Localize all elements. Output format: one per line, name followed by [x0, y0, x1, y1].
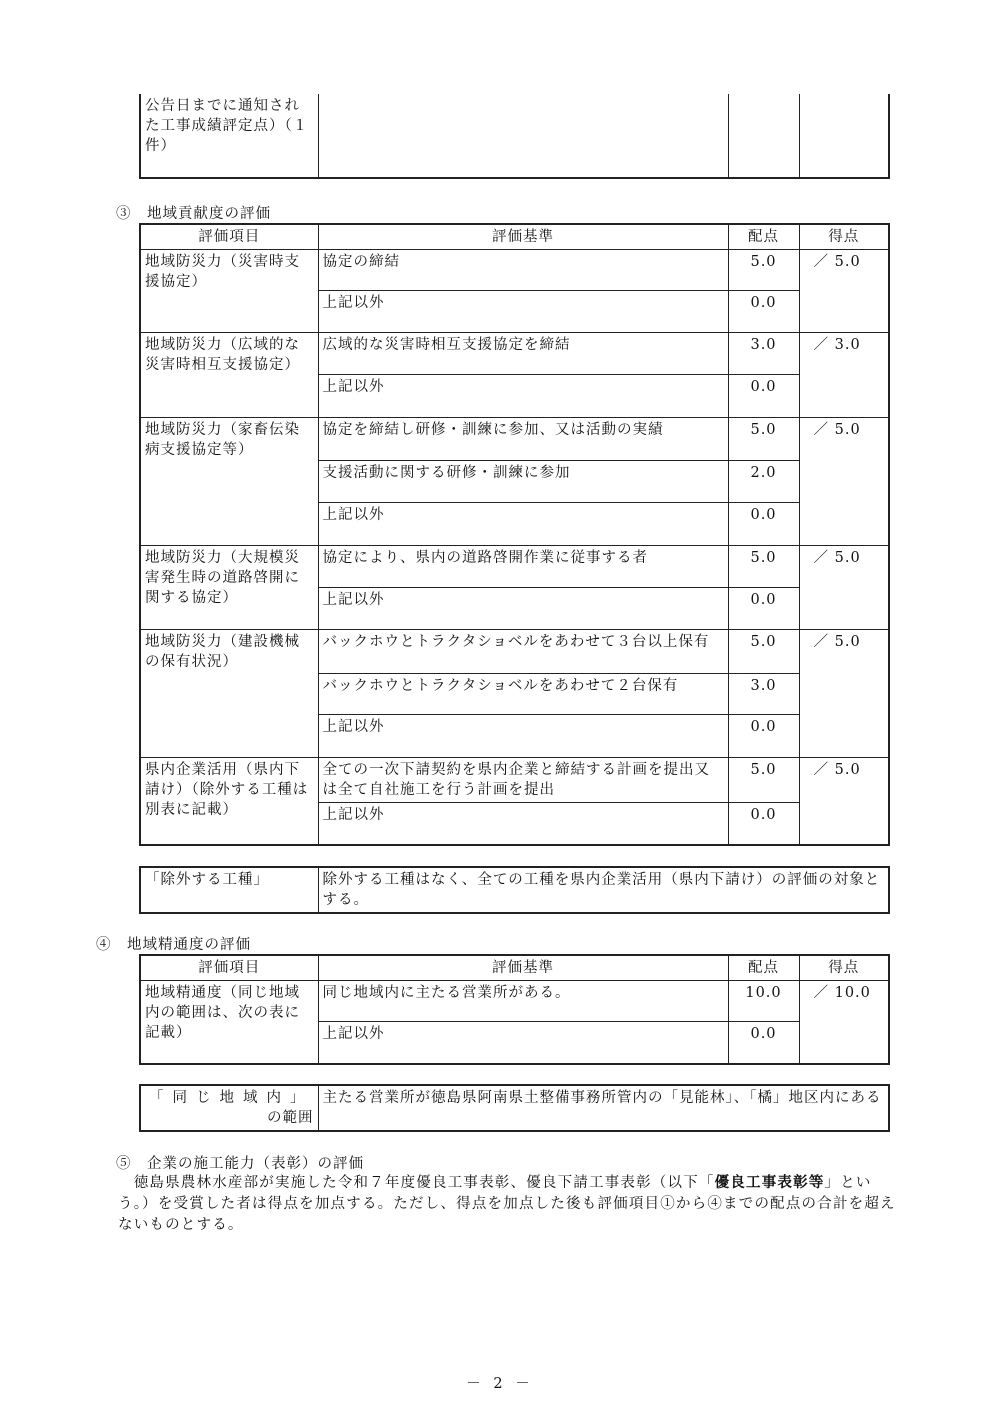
paragraph-text: 」という。）を受賞した者は得点を加点する。ただし、得点を加点した後も評価項目①から④までの配点の合計を超えないものとする。 — [118, 1175, 896, 1233]
regional-familiarity-table — [139, 954, 890, 1065]
section5-heading: ⑤ 企業の施工能力（表彰）の評価 — [116, 1156, 364, 1172]
criterion-cell: 協定を締結し研修・訓練に参加、又は活動の実績 — [318, 418, 728, 461]
score-cell: ／ 5.0 — [799, 630, 889, 758]
criterion-cell: 上記以外 — [318, 803, 728, 845]
note-text: 主たる営業所が徳島県阿南県土整備事務所管内の「見能林」、「橘」地区内にある — [318, 1085, 889, 1131]
table-row — [140, 758, 889, 803]
table-row — [140, 333, 889, 375]
criterion-cell: 上記以外 — [318, 375, 728, 418]
points-cell: 2.0 — [728, 461, 799, 503]
item-cell: 地域防災力（災害時支援協定） — [140, 250, 318, 333]
note-label — [140, 1085, 318, 1131]
points-cell: 5.0 — [728, 630, 799, 674]
criterion-cell: 上記以外 — [318, 503, 728, 546]
table-row — [140, 630, 889, 674]
points-cell: 0.0 — [728, 588, 799, 630]
note-label-line2: の範囲 — [267, 1110, 314, 1126]
note-text: 除外する工種はなく、全ての工種を県内企業活用（県内下請け）の評価の対象とする。 — [318, 867, 889, 913]
paragraph-text: 徳島県農林水産部が実施した令和７年度優良工事表彰、優良下請工事表彰（以下「 — [118, 1175, 715, 1191]
points-cell: 3.0 — [728, 674, 799, 715]
criterion-cell: 支援活動に関する研修・訓練に参加 — [318, 461, 728, 503]
criterion-cell: 同じ地域内に主たる営業所がある。 — [318, 981, 728, 1022]
table-row — [140, 418, 889, 461]
points-cell: 0.0 — [728, 1022, 799, 1064]
criterion-cell: 全ての一次下請契約を県内企業と締結する計画を提出又は全て自社施工を行う計画を提出 — [318, 758, 728, 803]
criterion-cell: 上記以外 — [318, 291, 728, 333]
header-points: 配点 — [728, 224, 799, 250]
item-cell: 地域防災力（家畜伝染病支援協定等） — [140, 418, 318, 546]
header-score: 得点 — [799, 955, 889, 981]
regional-contribution-table — [139, 223, 890, 846]
item-cell: 公告日までに通知された工事成績評定点）（１件） — [140, 94, 318, 178]
points-cell: 0.0 — [728, 503, 799, 546]
points-cell: 3.0 — [728, 333, 799, 375]
points-cell: 5.0 — [728, 758, 799, 803]
table-header-row — [140, 224, 889, 250]
header-score: 得点 — [799, 224, 889, 250]
header-item: 評価項目 — [140, 955, 318, 981]
same-region-range-note — [139, 1084, 890, 1132]
criterion-cell: 広域的な災害時相互支援協定を締結 — [318, 333, 728, 375]
score-cell: ／ 5.0 — [799, 546, 889, 630]
table-header-row — [140, 955, 889, 981]
points-cell: 10.0 — [728, 981, 799, 1022]
criterion-cell: バックホウとトラクタショベルをあわせて３台以上保有 — [318, 630, 728, 674]
paragraph-emphasis: 優良工事表彰等 — [714, 1174, 825, 1191]
header-criteria: 評価基準 — [318, 224, 728, 250]
note-label: 「除外する工種」 — [140, 867, 318, 913]
table-row — [140, 546, 889, 588]
criterion-cell: 協定の締結 — [318, 250, 728, 291]
score-cell: ／ 5.0 — [799, 418, 889, 546]
note-label-line1: 「同じ地域内」 — [149, 1090, 314, 1106]
page-number: － 2 － — [466, 1376, 534, 1392]
item-cell: 地域防災力（広域的な災害時相互支援協定） — [140, 333, 318, 418]
top-continuation-table — [139, 94, 890, 179]
header-item: 評価項目 — [140, 224, 318, 250]
item-cell: 県内企業活用（県内下請け）（除外する工種は別表に記載） — [140, 758, 318, 845]
score-cell: ／ 5.0 — [799, 250, 889, 333]
points-cell: 5.0 — [728, 546, 799, 588]
excluded-work-types-note — [139, 866, 890, 914]
header-criteria: 評価基準 — [318, 955, 728, 981]
section4-heading: ④ 地域精通度の評価 — [96, 937, 251, 953]
points-cell: 0.0 — [728, 715, 799, 758]
points-cell: 5.0 — [728, 250, 799, 291]
header-points: 配点 — [728, 955, 799, 981]
criterion-cell: 上記以外 — [318, 1022, 728, 1064]
criterion-cell: 上記以外 — [318, 715, 728, 758]
score-cell: ／ 5.0 — [799, 758, 889, 845]
points-cell: 0.0 — [728, 291, 799, 333]
criterion-cell: 上記以外 — [318, 588, 728, 630]
item-cell: 地域防災力（大規模災害発生時の道路啓開に関する協定） — [140, 546, 318, 630]
table-row — [140, 981, 889, 1022]
points-cell: 0.0 — [728, 803, 799, 845]
item-cell: 地域精通度（同じ地域内の範囲は、次の表に記載） — [140, 981, 318, 1064]
section5-paragraph — [118, 1172, 898, 1236]
criterion-cell: 協定により、県内の道路啓開作業に従事する者 — [318, 546, 728, 588]
score-cell: ／ 10.0 — [799, 981, 889, 1064]
points-cell: 5.0 — [728, 418, 799, 461]
item-cell: 地域防災力（建設機械の保有状況） — [140, 630, 318, 758]
section3-heading: ③ 地域貢献度の評価 — [116, 206, 271, 222]
criterion-cell: バックホウとトラクタショベルをあわせて２台保有 — [318, 674, 728, 715]
table-row — [140, 250, 889, 291]
points-cell: 0.0 — [728, 375, 799, 418]
score-cell: ／ 3.0 — [799, 333, 889, 418]
